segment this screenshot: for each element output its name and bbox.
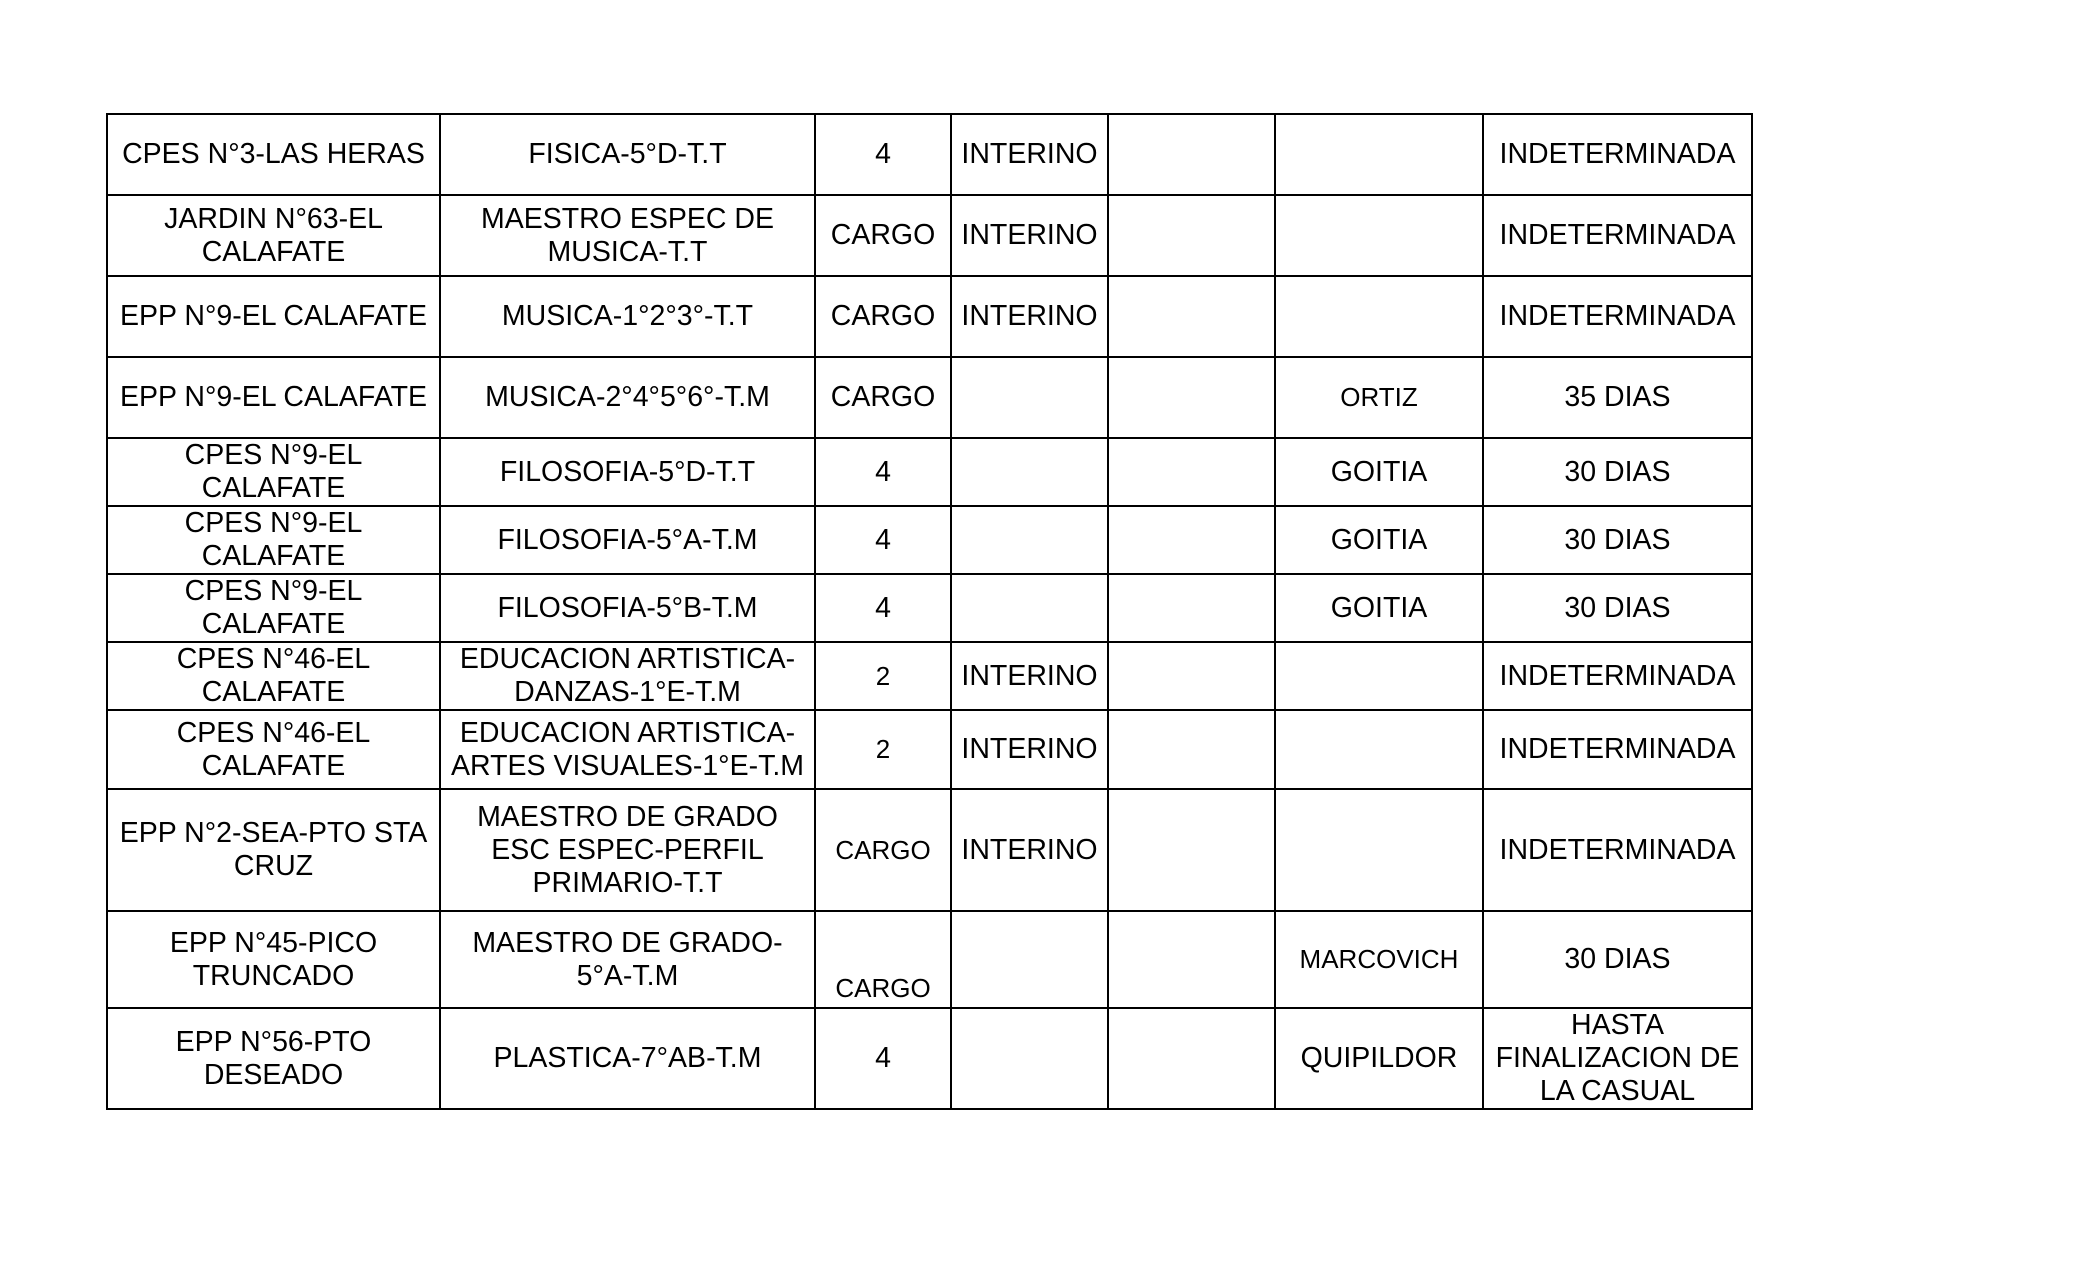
status-cell: INTERINO bbox=[951, 789, 1108, 911]
subject-cell: FILOSOFIA-5°B-T.M bbox=[440, 574, 815, 642]
duration-cell: INDETERMINADA bbox=[1483, 642, 1752, 710]
replaces-cell: MARCOVICH bbox=[1275, 911, 1483, 1008]
school-cell: EPP N°9-EL CALAFATE bbox=[107, 276, 440, 357]
table-row bbox=[107, 506, 1752, 574]
table-row bbox=[107, 357, 1752, 438]
replaces-cell: GOITIA bbox=[1275, 574, 1483, 642]
subject-cell: PLASTICA-7°AB-T.M bbox=[440, 1008, 815, 1109]
status-cell bbox=[951, 911, 1108, 1008]
status-cell bbox=[951, 1008, 1108, 1109]
empty-cell bbox=[1108, 114, 1275, 195]
school-cell: EPP N°56-PTO DESEADO bbox=[107, 1008, 440, 1109]
duration-cell: 30 DIAS bbox=[1483, 506, 1752, 574]
table-row bbox=[107, 642, 1752, 710]
table-row bbox=[107, 911, 1752, 1008]
hours-cell: 2 bbox=[815, 710, 951, 789]
replaces-cell: GOITIA bbox=[1275, 506, 1483, 574]
replaces-cell bbox=[1275, 114, 1483, 195]
empty-cell bbox=[1108, 357, 1275, 438]
duration-cell: 35 DIAS bbox=[1483, 357, 1752, 438]
hours-cell: 2 bbox=[815, 642, 951, 710]
hours-cell: CARGO bbox=[815, 195, 951, 276]
table-row bbox=[107, 710, 1752, 789]
subject-cell: MAESTRO ESPEC DE MUSICA-T.T bbox=[440, 195, 815, 276]
duration-cell: 30 DIAS bbox=[1483, 438, 1752, 506]
empty-cell bbox=[1108, 574, 1275, 642]
empty-cell bbox=[1108, 195, 1275, 276]
empty-cell bbox=[1108, 506, 1275, 574]
empty-cell bbox=[1108, 276, 1275, 357]
status-cell: INTERINO bbox=[951, 114, 1108, 195]
subject-cell: EDUCACION ARTISTICA-DANZAS-1°E-T.M bbox=[440, 642, 815, 710]
hours-cell: CARGO bbox=[815, 789, 951, 911]
duration-cell: INDETERMINADA bbox=[1483, 195, 1752, 276]
empty-cell bbox=[1108, 911, 1275, 1008]
empty-cell bbox=[1108, 710, 1275, 789]
replaces-cell bbox=[1275, 710, 1483, 789]
duration-cell: INDETERMINADA bbox=[1483, 710, 1752, 789]
hours-cell: CARGO bbox=[815, 276, 951, 357]
school-cell: CPES N°9-EL CALAFATE bbox=[107, 506, 440, 574]
replaces-cell bbox=[1275, 642, 1483, 710]
status-cell: INTERINO bbox=[951, 710, 1108, 789]
school-cell: CPES N°9-EL CALAFATE bbox=[107, 438, 440, 506]
duration-cell: HASTA FINALIZACION DE LA CASUAL bbox=[1483, 1008, 1752, 1109]
empty-cell bbox=[1108, 789, 1275, 911]
subject-cell: EDUCACION ARTISTICA-ARTES VISUALES-1°E-T.M bbox=[440, 710, 815, 789]
school-cell: CPES N°46-EL CALAFATE bbox=[107, 642, 440, 710]
status-cell: INTERINO bbox=[951, 276, 1108, 357]
empty-cell bbox=[1108, 438, 1275, 506]
hours-cell: CARGO bbox=[815, 357, 951, 438]
table-row bbox=[107, 789, 1752, 911]
replaces-cell bbox=[1275, 195, 1483, 276]
status-cell bbox=[951, 357, 1108, 438]
status-cell bbox=[951, 506, 1108, 574]
status-cell bbox=[951, 574, 1108, 642]
table-row bbox=[107, 438, 1752, 506]
duration-cell: 30 DIAS bbox=[1483, 574, 1752, 642]
duration-cell: 30 DIAS bbox=[1483, 911, 1752, 1008]
empty-cell bbox=[1108, 642, 1275, 710]
school-cell: JARDIN N°63-EL CALAFATE bbox=[107, 195, 440, 276]
duration-cell: INDETERMINADA bbox=[1483, 789, 1752, 911]
hours-cell: 4 bbox=[815, 506, 951, 574]
subject-cell: MAESTRO DE GRADO ESC ESPEC-PERFIL PRIMARIO-T.T bbox=[440, 789, 815, 911]
school-cell: EPP N°45-PICO TRUNCADO bbox=[107, 911, 440, 1008]
status-cell bbox=[951, 438, 1108, 506]
subject-cell: FISICA-5°D-T.T bbox=[440, 114, 815, 195]
table-body bbox=[107, 114, 1752, 1109]
school-cell: EPP N°9-EL CALAFATE bbox=[107, 357, 440, 438]
duration-cell: INDETERMINADA bbox=[1483, 114, 1752, 195]
hours-cell: 4 bbox=[815, 574, 951, 642]
status-cell: INTERINO bbox=[951, 642, 1108, 710]
replaces-cell: ORTIZ bbox=[1275, 357, 1483, 438]
hours-cell: CARGO bbox=[815, 911, 951, 1008]
table-row bbox=[107, 276, 1752, 357]
replaces-cell: QUIPILDOR bbox=[1275, 1008, 1483, 1109]
school-cell: CPES N°46-EL CALAFATE bbox=[107, 710, 440, 789]
hours-cell: 4 bbox=[815, 114, 951, 195]
subject-cell: FILOSOFIA-5°A-T.M bbox=[440, 506, 815, 574]
subject-cell: MUSICA-2°4°5°6°-T.M bbox=[440, 357, 815, 438]
table-row bbox=[107, 114, 1752, 195]
school-cell: EPP N°2-SEA-PTO STA CRUZ bbox=[107, 789, 440, 911]
school-cell: CPES N°3-LAS HERAS bbox=[107, 114, 440, 195]
subject-cell: FILOSOFIA-5°D-T.T bbox=[440, 438, 815, 506]
vacancies-table bbox=[106, 113, 1753, 1110]
replaces-cell bbox=[1275, 789, 1483, 911]
hours-cell: 4 bbox=[815, 438, 951, 506]
subject-cell: MUSICA-1°2°3°-T.T bbox=[440, 276, 815, 357]
replaces-cell: GOITIA bbox=[1275, 438, 1483, 506]
table-row bbox=[107, 574, 1752, 642]
hours-cell: 4 bbox=[815, 1008, 951, 1109]
empty-cell bbox=[1108, 1008, 1275, 1109]
replaces-cell bbox=[1275, 276, 1483, 357]
subject-cell: MAESTRO DE GRADO-5°A-T.M bbox=[440, 911, 815, 1008]
table-row bbox=[107, 1008, 1752, 1109]
duration-cell: INDETERMINADA bbox=[1483, 276, 1752, 357]
table-row bbox=[107, 195, 1752, 276]
status-cell: INTERINO bbox=[951, 195, 1108, 276]
school-cell: CPES N°9-EL CALAFATE bbox=[107, 574, 440, 642]
